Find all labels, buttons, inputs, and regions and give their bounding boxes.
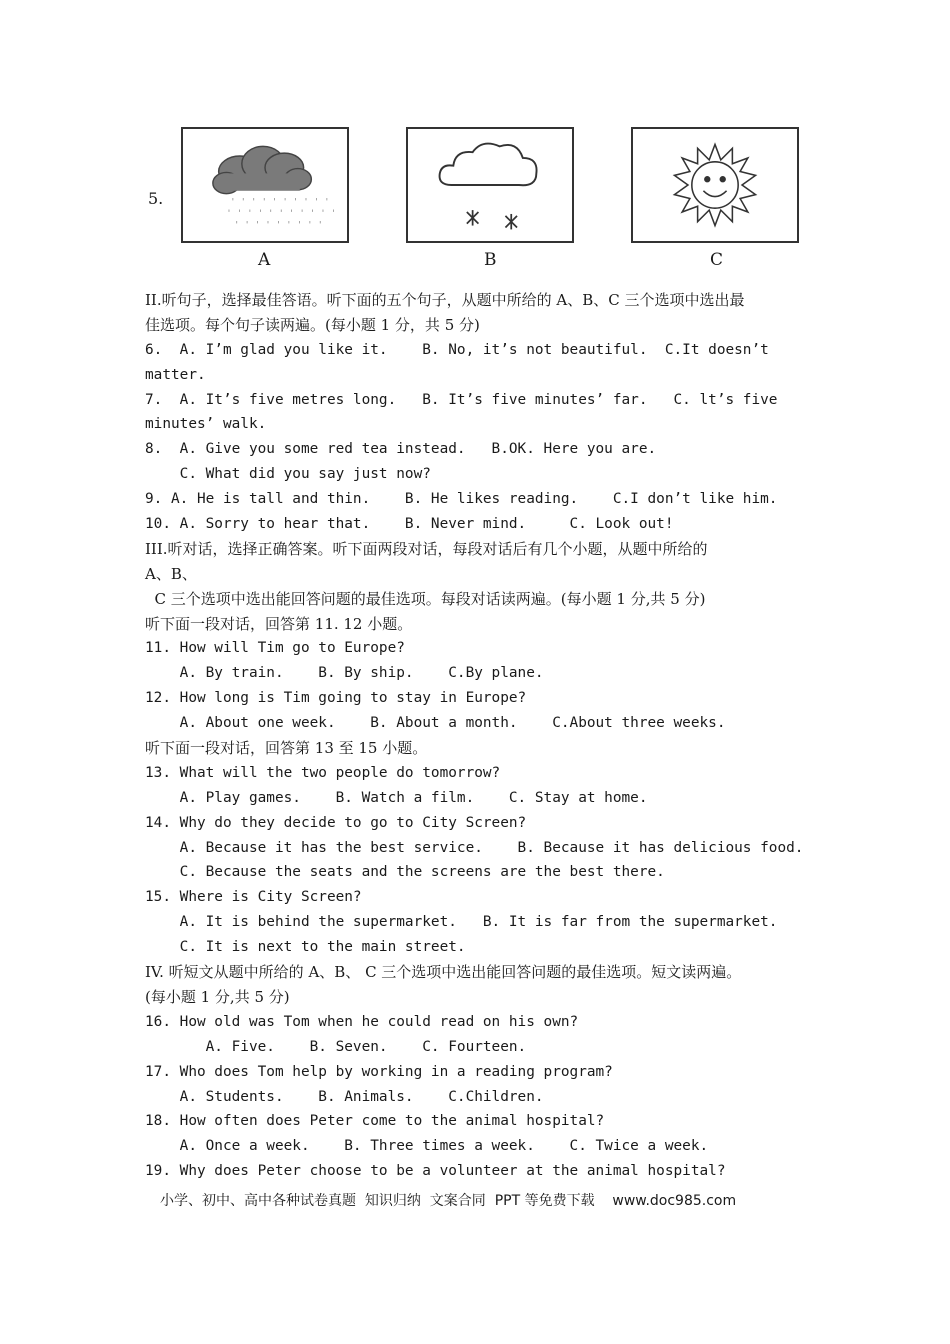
text-line: 8. A. Give you some red tea instead. B.OK. Here you are. bbox=[145, 441, 657, 458]
text-line: IV. 听短文从题中所给的 A、B、 C 三个选项中选出能回答问题的最佳选项。短文读两遍。 bbox=[145, 963, 742, 982]
snow-cloud-icon bbox=[408, 129, 572, 241]
text-line: C. Because the seats and the screens are the best there. bbox=[145, 864, 665, 881]
text-line: A、B、 bbox=[145, 564, 197, 583]
exam-body bbox=[145, 288, 810, 1184]
text-line: 18. How often does Peter come to the animal hospital? bbox=[145, 1113, 605, 1130]
text-line: 10. A. Sorry to hear that. B. Never mind. C. Look out! bbox=[145, 516, 674, 533]
text-line: C. What did you say just now? bbox=[145, 466, 431, 483]
text-line: A. It is behind the supermarket. B. It is far from the supermarket. bbox=[145, 914, 778, 931]
text-line: A. Play games. B. Watch a film. C. Stay at home. bbox=[145, 789, 648, 806]
text-line: C 三个选项中选出能回答问题的最佳选项。每段对话读两遍。(每小题 1 分,共 5 分) bbox=[145, 589, 706, 608]
text-line: A. About one week. B. About a month. C.About three weeks. bbox=[145, 715, 726, 732]
text-line: 11. How will Tim go to Europe? bbox=[145, 640, 405, 657]
option-c-label: C bbox=[710, 250, 724, 270]
text-line: A. Students. B. Animals. C.Children. bbox=[145, 1088, 544, 1105]
text-line: 12. How long is Tim going to stay in Europe? bbox=[145, 690, 527, 707]
option-b-label: B bbox=[484, 250, 497, 270]
svg-text:' ' ' ' ' ' ' ' ': ' ' ' ' ' ' ' ' ' bbox=[234, 220, 323, 231]
text-line: 16. How old was Tom when he could read on his own? bbox=[145, 1013, 579, 1030]
question-5-pictures bbox=[0, 0, 950, 280]
footer-text: 小学、初中、高中各种试卷真题 知识归纳 文案合同 PPT 等免费下载 www.doc985.com bbox=[160, 1193, 737, 1209]
text-line: 6. A. I’m glad you like it. B. No, it’s not beautiful. C.It doesn’t bbox=[145, 341, 769, 358]
text-line: 听下面一段对话，回答第 11. 12 小题。 bbox=[145, 614, 413, 633]
text-line: A. Because it has the best service. B. Because it has delicious food. bbox=[145, 839, 804, 856]
sun-icon bbox=[633, 129, 797, 241]
rain-cloud-icon bbox=[183, 129, 347, 241]
question-number: 5. bbox=[148, 189, 164, 208]
text-line: matter. bbox=[145, 366, 206, 383]
option-a-label: A bbox=[258, 250, 271, 270]
text-line: II.听句子，选择最佳答语。听下面的五个句子，从题中所给的 A、B、C 三个选项中选出最 bbox=[145, 291, 745, 309]
svg-text:' ' ' ' ' ' ' ' ' ': ' ' ' ' ' ' ' ' ' ' bbox=[230, 197, 330, 208]
option-a-picture bbox=[181, 127, 349, 243]
option-b-picture bbox=[406, 127, 574, 243]
text-line: A. Once a week. B. Three times a week. C. Twice a week. bbox=[145, 1138, 709, 1155]
text-line: 14. Why do they decide to go to City Screen? bbox=[145, 814, 527, 831]
text-line: 听下面一段对话，回答第 13 至 15 小题。 bbox=[145, 739, 428, 758]
text-line: A. By train. B. By ship. C.By plane. bbox=[145, 665, 544, 682]
text-line: 佳选项。每个句子读两遍。(每小题 1 分，共 5 分) bbox=[145, 315, 480, 334]
text-line: (每小题 1 分,共 5 分) bbox=[145, 987, 290, 1006]
text-line: 17. Who does Tom help by working in a reading program? bbox=[145, 1063, 613, 1080]
text-line: 7. A. It’s five metres long. B. It’s five minutes’ far. C. lt’s five bbox=[145, 391, 778, 408]
text-line: minutes’ walk. bbox=[145, 416, 267, 433]
svg-text:' ' ' ' ' ' ' ' ' ' ': ' ' ' ' ' ' ' ' ' ' ' bbox=[226, 208, 337, 219]
text-line: 15. Where is City Screen? bbox=[145, 889, 362, 906]
option-c-picture bbox=[631, 127, 799, 243]
text-line: 9. A. He is tall and thin. B. He likes reading. C.I don’t like him. bbox=[145, 491, 778, 508]
text-line: 19. Why does Peter choose to be a volunteer at the animal hospital? bbox=[145, 1163, 726, 1180]
text-line: III.听对话，选择正确答案。听下面两段对话，每段对话后有几个小题，从题中所给的 bbox=[145, 539, 708, 558]
text-line: C. It is next to the main street. bbox=[145, 939, 466, 956]
text-line: 13. What will the two people do tomorrow? bbox=[145, 764, 501, 781]
text-line: A. Five. B. Seven. C. Fourteen. bbox=[145, 1038, 527, 1055]
